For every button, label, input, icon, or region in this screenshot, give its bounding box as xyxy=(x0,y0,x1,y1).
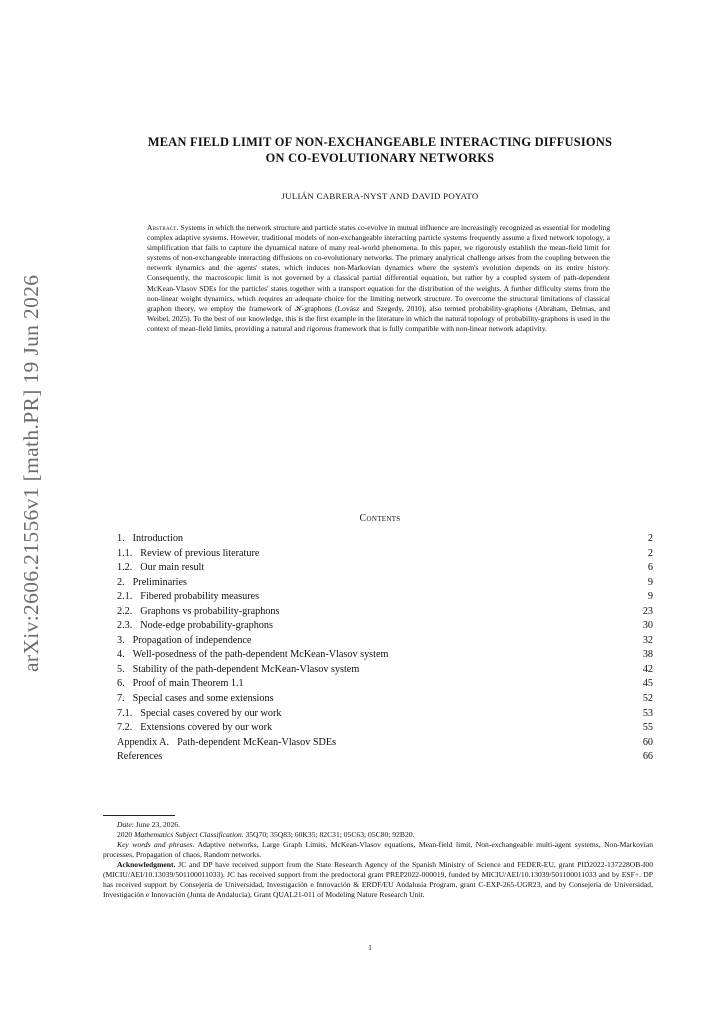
toc-entry-number: 2. xyxy=(117,576,125,588)
footnote-keywords xyxy=(103,840,653,860)
abstract-text: Systems in which the network structure and particle states co-evolve in mutual influence are increasingly recognized as essential for modeling complex adaptive systems. However, traditional models of non-exchangeable interacting particle systems frequently assume a fixed network topology, a simplification that fails to capture the dynamical nature of many real-world phenomena. In this paper, we rigorously establish the mean-field limit for systems of non-exchangeable interacting diffusions on co-evolutionary networks. The primary analytical challenge arises from the coupling between the network dynamics and the agents' states, which induces non-Markovian dynamics where the system's evolution depends on its entire history. Consequently, the macroscopic limit is not governed by a classical partial differential equation, but rather by a coupled system of path-dependent McKean-Vlasov SDEs for the particles' states together with a transport equation for the distribution of the weights. A further difficulty stems from the non-linear weight dynamics, which requires an adequate choice for the limiting network structure. To overcome the structural limitations of classical graphon theory, we employ the framework of 𝒦-graphons (Lovász and Szegedy, 2010), also termed probability-graphons (Abraham, Delmas, and Weibel, 2025). To the best of our knowledge, this is the first example in the literature in which the natural topology of probability-graphons is used in the context of mean-field limits, providing a natural and rigorous framework that is fully compatible with non-linear network adaptivity. xyxy=(147,223,610,333)
title-line-1: MEAN FIELD LIMIT OF NON-EXCHANGEABLE INTERACTING DIFFUSIONS xyxy=(147,135,613,149)
msc-prefix: 2020 xyxy=(117,830,135,839)
toc-entry-label: Fibered probability measures xyxy=(140,591,260,603)
toc-entry[interactable] xyxy=(117,736,653,751)
toc-entry[interactable] xyxy=(117,576,653,591)
toc-entry-number: 5. xyxy=(117,663,125,675)
authors: JULIÁN CABRERA-NYST AND DAVID POYATO xyxy=(281,191,479,201)
toc-entry-label: Stability of the path-dependent McKean-Vlasov system xyxy=(132,663,360,675)
footnote-acknowledgment xyxy=(103,860,653,900)
ack-value: JC and DP have received support from the State Research Agency of the Spanish Ministry of Science and FEDER-EU, grant PID2022-137228OB-I00 (MICIU/AEI/10.13039/501100011033). JC has received support from the predoctoral grant PREP2022-000019, funded by MICIU/AEI/10.13039/501100011033 and by ESF+. DP has received support by Consejería de Universidad, Investigación e Innovación & ERDF/EU Andalusia Program, grant C-EXP-265-UGR23, and by Consejería de Universidad, Investigación e Innovación (Junta de Andalucía), Grant QUAL21-011 of Modeling Nature Research Unit. xyxy=(103,860,653,899)
toc-entry[interactable] xyxy=(117,561,653,576)
keywords-label: Key words and phrases. xyxy=(117,840,195,849)
toc-entry-number: 2.2. xyxy=(117,605,133,617)
toc-entry-number: 7. xyxy=(117,693,125,705)
toc-entry[interactable] xyxy=(117,677,653,692)
paper-title xyxy=(110,134,650,166)
keywords-value: Adaptive networks, Large Graph Limits, McKean-Vlasov equations, Mean-field limit, Non-exchangeable multi-agent systems, Non-Markovian processes, Propagation of chaos, Random networks. xyxy=(103,840,653,859)
toc-entry-label: Graphons vs probability-graphons xyxy=(140,605,280,617)
msc-label: Mathematics Subject Classification. xyxy=(134,830,244,839)
toc-entry-page: 30 xyxy=(642,620,653,632)
title-line-2: ON CO-EVOLUTIONARY NETWORKS xyxy=(265,151,495,165)
toc-entry-number: Appendix A. xyxy=(117,736,170,748)
abstract xyxy=(147,223,610,334)
toc-entry-page: 53 xyxy=(642,707,653,719)
footnote-date xyxy=(103,820,653,830)
toc-entry-page: 23 xyxy=(642,605,653,617)
page-number: 1 xyxy=(368,943,372,952)
toc-entry[interactable] xyxy=(117,547,653,562)
toc-entry-page: 60 xyxy=(642,736,653,748)
date-value: : June 23, 2026. xyxy=(131,820,181,829)
toc-entry-number: 2.3. xyxy=(117,620,133,632)
date-label: Date xyxy=(117,820,132,829)
toc-entry-label: Review of previous literature xyxy=(140,547,260,559)
toc-entry-label: Special cases covered by our work xyxy=(140,707,282,719)
toc-entry-page: 9 xyxy=(647,591,653,603)
toc-entry-label: Well-posedness of the path-dependent McKean-Vlasov system xyxy=(132,649,389,661)
toc-entry[interactable] xyxy=(117,634,653,649)
toc-entry-label: Our main result xyxy=(140,562,205,574)
toc-entry[interactable] xyxy=(117,532,653,547)
toc-entry-page: 66 xyxy=(642,751,653,763)
toc-entry-page: 38 xyxy=(642,649,653,661)
toc-entry-number: 1.1. xyxy=(117,547,133,559)
toc-entry-label: Node-edge probability-graphons xyxy=(140,620,273,632)
toc-entry-page: 42 xyxy=(642,663,653,675)
arxiv-identifier-stamp: arXiv:2606.21556v1 [math.PR] 19 Jun 2026 xyxy=(19,274,43,672)
toc-entry-number: 4. xyxy=(117,649,125,661)
toc-entry[interactable] xyxy=(117,750,653,765)
toc-entry-label: Path-dependent McKean-Vlasov SDEs xyxy=(177,736,337,748)
toc-entry[interactable] xyxy=(117,605,653,620)
toc-entry-page: 45 xyxy=(642,678,653,690)
toc-entry-number: 2.1. xyxy=(117,591,133,603)
toc-entry-label: Preliminaries xyxy=(132,576,187,588)
table-of-contents xyxy=(117,532,653,765)
toc-entry[interactable] xyxy=(117,619,653,634)
toc-entry-label: Propagation of independence xyxy=(132,634,252,646)
toc-entry-label: Proof of main Theorem 1.1 xyxy=(132,678,244,690)
toc-entry[interactable] xyxy=(117,648,653,663)
toc-entry-number: 1.2. xyxy=(117,562,133,574)
toc-entry-number: 7.1. xyxy=(117,707,133,719)
msc-value: 35Q70; 35Q83; 60K35; 82C31; 05C63; 05C80; 92B20. xyxy=(243,830,415,839)
toc-entry-page: 9 xyxy=(647,576,653,588)
contents-heading: Contents xyxy=(359,513,401,524)
ack-label: Acknowledgment. xyxy=(117,860,176,869)
footnotes xyxy=(103,820,653,900)
footnote-rule xyxy=(103,815,175,816)
toc-entry[interactable] xyxy=(117,721,653,736)
toc-entry-number: 7.2. xyxy=(117,722,133,734)
abstract-heading: Abstract. xyxy=(147,223,179,232)
toc-entry[interactable] xyxy=(117,692,653,707)
toc-entry-label: Special cases and some extensions xyxy=(132,693,274,705)
toc-entry-number: 3. xyxy=(117,634,125,646)
toc-entry-label: Extensions covered by our work xyxy=(140,722,273,734)
toc-entry[interactable] xyxy=(117,590,653,605)
toc-entry-number: 6. xyxy=(117,678,125,690)
toc-entry[interactable] xyxy=(117,663,653,678)
toc-entry-page: 6 xyxy=(647,562,653,574)
toc-entry-number: 1. xyxy=(117,533,125,544)
toc-entry-label: Introduction xyxy=(132,533,184,544)
toc-entry-page: 2 xyxy=(647,533,653,544)
toc-entry[interactable] xyxy=(117,707,653,722)
toc-entry-page: 32 xyxy=(642,634,653,646)
toc-entry-page: 52 xyxy=(642,693,653,705)
toc-entry-label: References xyxy=(117,751,163,763)
toc-entry-page: 55 xyxy=(642,722,653,734)
toc-entry-page: 2 xyxy=(647,547,653,559)
footnote-msc xyxy=(103,830,653,840)
